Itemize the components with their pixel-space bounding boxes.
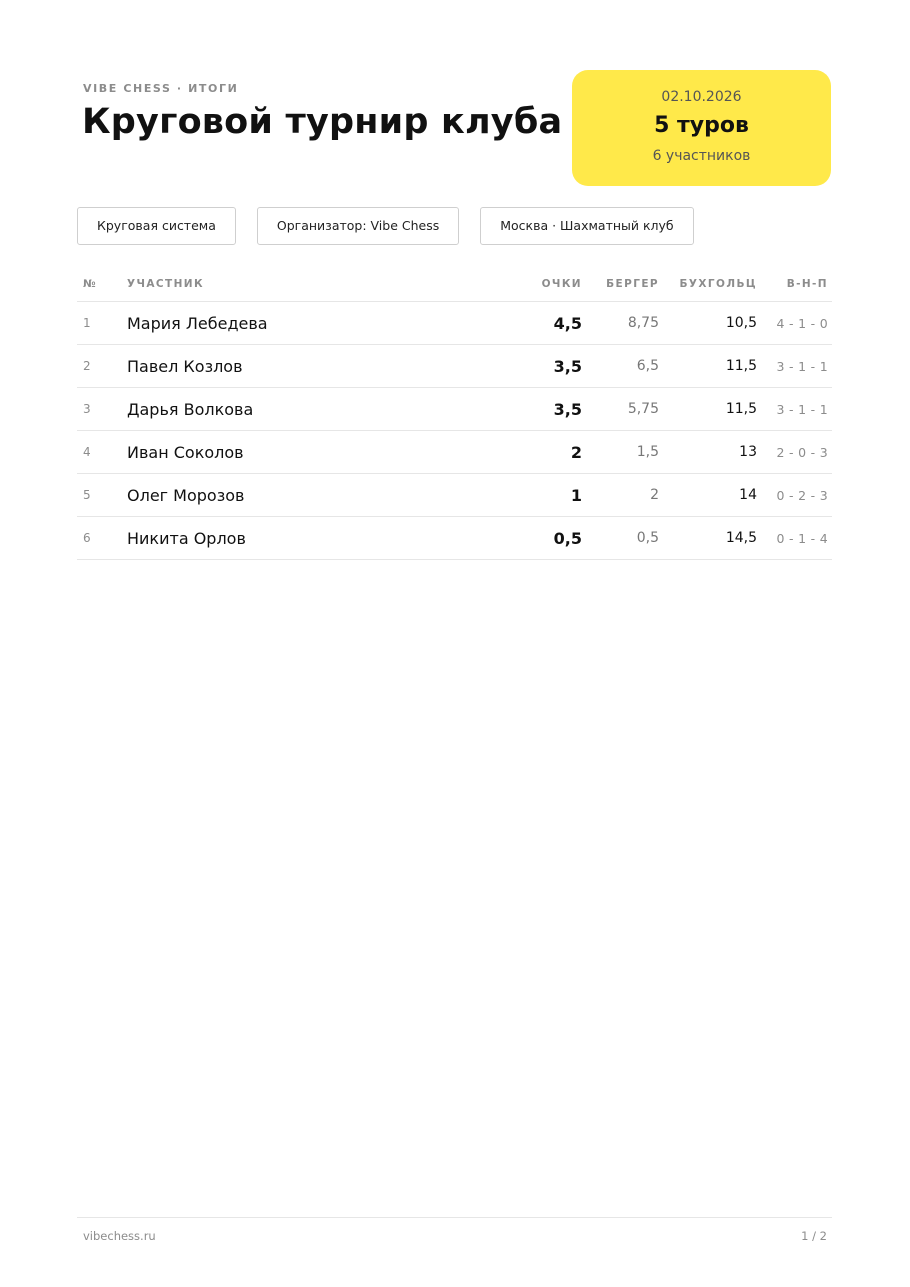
player-points: 0,5 — [502, 517, 582, 560]
rounds-count: 5 туров — [654, 113, 749, 138]
player-wdl: 2 - 0 - 3 — [757, 431, 832, 474]
player-points: 4,5 — [502, 302, 582, 345]
player-buchholz: 14,5 — [659, 517, 757, 560]
table-row — [77, 474, 832, 517]
player-buchholz: 11,5 — [659, 345, 757, 388]
table-row — [77, 388, 832, 431]
player-wdl: 3 - 1 - 1 — [757, 388, 832, 431]
player-name: Никита Орлов — [127, 517, 502, 560]
row-num: 5 — [77, 474, 127, 517]
table-row — [77, 517, 832, 560]
tag-system: Круговая система — [77, 207, 236, 245]
tag-organizer: Организатор: Vibe Chess — [257, 207, 459, 245]
player-name: Павел Козлов — [127, 345, 502, 388]
eyebrow: VIBE CHESS · ИТОГИ — [83, 82, 239, 95]
player-name: Олег Морозов — [127, 474, 502, 517]
row-num: 4 — [77, 431, 127, 474]
player-wdl: 0 - 1 - 4 — [757, 517, 832, 560]
tournament-date: 02.10.2026 — [661, 89, 742, 105]
col-header-buchholz: БУХГОЛЬЦ — [659, 266, 757, 302]
row-num: 6 — [77, 517, 127, 560]
col-header-wdl: В-Н-П — [757, 266, 832, 302]
table-row — [77, 302, 832, 345]
player-points: 2 — [502, 431, 582, 474]
col-header-name: УЧАСТНИК — [127, 266, 502, 302]
row-num: 1 — [77, 302, 127, 345]
player-buchholz: 14 — [659, 474, 757, 517]
player-berger: 2 — [582, 474, 659, 517]
player-berger: 8,75 — [582, 302, 659, 345]
page-title: Круговой турнир клуба — [82, 102, 563, 142]
col-header-num: № — [77, 266, 127, 302]
player-berger: 6,5 — [582, 345, 659, 388]
player-wdl: 3 - 1 - 1 — [757, 345, 832, 388]
summary-card — [572, 70, 831, 186]
table-header-row — [77, 266, 832, 302]
player-name: Дарья Волкова — [127, 388, 502, 431]
player-buchholz: 10,5 — [659, 302, 757, 345]
standings-table — [77, 266, 832, 560]
player-points: 3,5 — [502, 345, 582, 388]
player-buchholz: 11,5 — [659, 388, 757, 431]
col-header-berger: БЕРГЕР — [582, 266, 659, 302]
col-header-points: ОЧКИ — [502, 266, 582, 302]
table-row — [77, 345, 832, 388]
footer-site: vibechess.ru — [83, 1229, 156, 1243]
player-berger: 0,5 — [582, 517, 659, 560]
player-berger: 5,75 — [582, 388, 659, 431]
tag-location: Москва · Шахматный клуб — [480, 207, 693, 245]
row-num: 2 — [77, 345, 127, 388]
info-tags — [77, 207, 694, 245]
player-wdl: 0 - 2 - 3 — [757, 474, 832, 517]
players-count: 6 участников — [652, 148, 751, 164]
page-footer — [77, 1217, 832, 1243]
player-points: 3,5 — [502, 388, 582, 431]
player-buchholz: 13 — [659, 431, 757, 474]
player-name: Мария Лебедева — [127, 302, 502, 345]
table-row — [77, 431, 832, 474]
row-num: 3 — [77, 388, 127, 431]
player-name: Иван Соколов — [127, 431, 502, 474]
player-wdl: 4 - 1 - 0 — [757, 302, 832, 345]
page-number: 1 / 2 — [801, 1229, 827, 1243]
player-points: 1 — [502, 474, 582, 517]
player-berger: 1,5 — [582, 431, 659, 474]
